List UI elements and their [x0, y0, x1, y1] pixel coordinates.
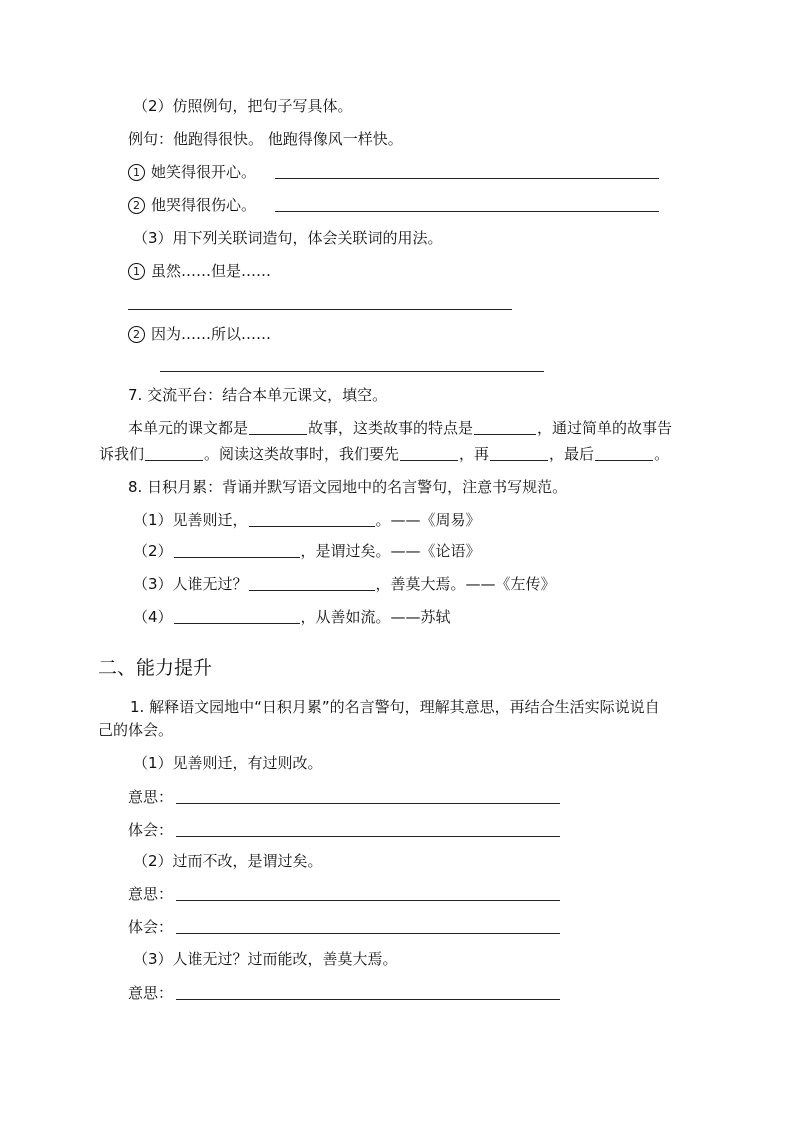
q2-item-2	[128, 195, 256, 215]
fill-blank[interactable]	[174, 543, 300, 558]
q8-text: （1）见善则迁，	[133, 511, 248, 529]
circled-number: 2	[128, 326, 145, 343]
answer-line[interactable]	[176, 803, 560, 804]
answer-line[interactable]	[176, 836, 560, 837]
answer-line[interactable]	[275, 178, 659, 179]
fill-blank[interactable]	[595, 446, 653, 461]
answer-line[interactable]	[128, 309, 512, 310]
q3-item-2	[128, 324, 271, 344]
meaning-label: 意思：	[128, 885, 174, 903]
q7-text: 。	[654, 445, 670, 463]
q8-text: （2）	[133, 542, 173, 560]
q8-text: ，善莫大焉。——《左传》	[375, 575, 556, 593]
answer-line[interactable]	[275, 211, 659, 212]
q8-text: ，从善如流。——苏轼	[300, 608, 451, 626]
s2-q1-line-1: 1. 解释语文园地中“日积月累”的名言警句，理解其意思，再结合生活实际说说自	[130, 698, 660, 716]
fill-blank[interactable]	[249, 576, 375, 591]
example-sentence: 例句：他跑得很快。 他跑得像风一样快。	[128, 130, 403, 148]
q7-text: ，再	[459, 445, 490, 463]
q8-text: ，是谓过矣。——《论语》	[300, 542, 481, 560]
q7-paragraph-line-2	[99, 444, 669, 464]
s2-q1-line-2: 己的体会。	[98, 721, 174, 739]
fill-blank[interactable]	[400, 446, 458, 461]
q8-line-3	[133, 574, 556, 594]
q7-text: 本单元的课文都是	[128, 419, 249, 437]
meaning-label: 意思：	[128, 984, 174, 1002]
q2-item-2-text: 他哭得很伤心。	[151, 196, 257, 214]
fill-blank[interactable]	[249, 420, 307, 435]
circled-number: 1	[128, 263, 145, 280]
answer-line[interactable]	[176, 900, 560, 901]
s2-sub-1: （1）见善则迁，有过则改。	[133, 754, 323, 772]
q8-text: 。——《周易》	[375, 511, 481, 529]
circled-number: 1	[128, 164, 145, 181]
circled-number: 2	[128, 197, 145, 214]
q7-text: ，最后	[549, 445, 595, 463]
s2-sub-3: （3）人谁无过？过而能改，善莫大焉。	[133, 950, 398, 968]
fill-blank[interactable]	[474, 420, 536, 435]
insight-label: 体会：	[128, 821, 174, 839]
q7-text: 。阅读这类故事时，我们要先	[204, 445, 400, 463]
fill-blank[interactable]	[249, 512, 375, 527]
answer-line[interactable]	[176, 933, 560, 934]
q7-text: 诉我们	[99, 445, 145, 463]
q3-item-1-text: 虽然……但是……	[151, 262, 272, 280]
q2-item-1	[128, 162, 256, 182]
q7-paragraph-line-1	[128, 418, 672, 438]
q3-title: （3）用下列关联词造句，体会关联词的用法。	[133, 229, 443, 247]
q2-title: （2）仿照例句，把句子写具体。	[133, 97, 353, 115]
q8-line-1	[133, 510, 481, 530]
answer-line[interactable]	[160, 371, 544, 372]
fill-blank[interactable]	[490, 446, 548, 461]
fill-blank[interactable]	[145, 446, 203, 461]
q7-title: 7. 交流平台：结合本单元课文，填空。	[128, 386, 388, 404]
q8-text: （3）人谁无过？	[133, 575, 248, 593]
q8-text: （4）	[133, 608, 173, 626]
q3-item-1	[128, 261, 271, 281]
q2-item-1-text: 她笑得很开心。	[151, 163, 257, 181]
q8-line-4	[133, 607, 451, 627]
s2-sub-2: （2）过而不改，是谓过矣。	[133, 852, 323, 870]
meaning-label: 意思：	[128, 788, 174, 806]
section-heading: 二、能力提升	[98, 657, 213, 679]
fill-blank[interactable]	[174, 609, 300, 624]
q7-text: 故事，这类故事的特点是	[308, 419, 474, 437]
q7-text: ，通过简单的故事告	[537, 419, 673, 437]
q3-item-2-text: 因为……所以……	[151, 325, 272, 343]
answer-line[interactable]	[176, 999, 560, 1000]
q8-line-2	[133, 541, 481, 561]
q8-title: 8. 日积月累：背诵并默写语文园地中的名言警句，注意书写规范。	[128, 478, 568, 496]
insight-label: 体会：	[128, 918, 174, 936]
